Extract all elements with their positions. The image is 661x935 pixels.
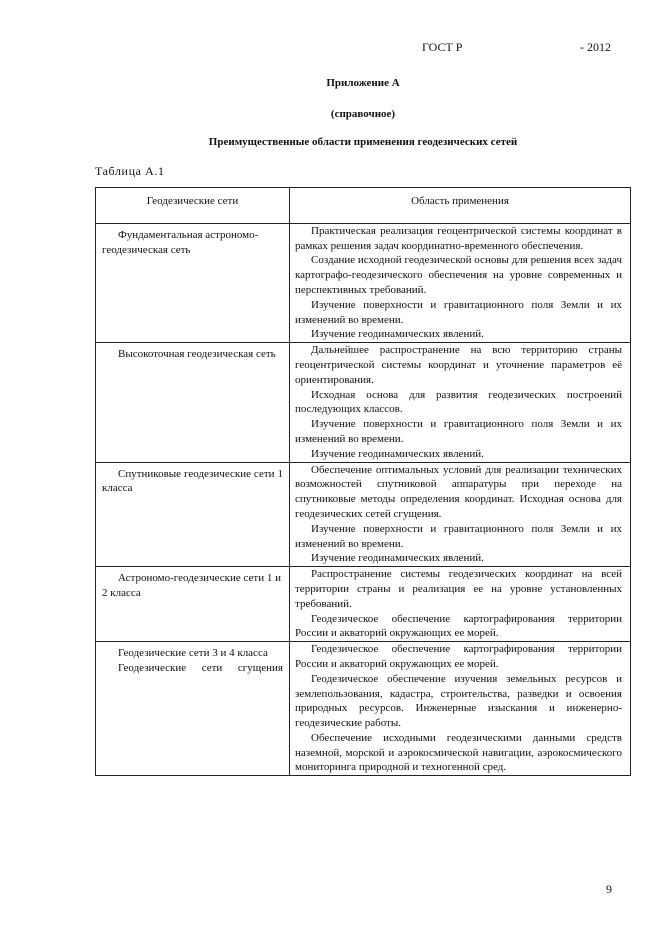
application-paragraph: Практическая реализация геоцентрической системы координат в рамках решения задач координатно-временного обеспечения.	[295, 224, 622, 252]
application-paragraph: Обеспечение исходными геодезическими данными средств наземной, морской и аэрокосмической навигации, аэрокосмического мониторинга природной и техногенной сред.	[295, 731, 622, 774]
application-paragraph: Исходная основа для развития геодезических построений последующих классов.	[295, 388, 622, 416]
network-cell	[96, 462, 290, 567]
application-paragraph: Изучение геодинамических явлений.	[311, 328, 484, 341]
application-paragraph: Дальнейшее распространение на всю территорию страны геоцентрической системы координат и уточнение параметров её ориентирования.	[295, 344, 622, 386]
application-cell	[290, 223, 631, 342]
application-paragraph: Геодезическое обеспечение изучения земельных ресурсов и землепользования, кадастра, строительства, разведки и освоения природных ресурсов. Инженерные изыскания и инженерно-геодезические работы.	[295, 672, 622, 730]
application-paragraph: Обеспечение оптимальных условий для реализации технических возможностей спутниковой аппаратуры при переходе на спутниковые методы определения координат. Исходная основа для геодезических сетей сгущения.	[295, 463, 622, 520]
appendix-subtitle: (справочное)	[330, 108, 396, 120]
application-cell	[290, 567, 631, 642]
table-header-row	[96, 188, 631, 224]
application-paragraph: Изучение поверхности и гравитационного поля Земли и их изменений во времени.	[295, 418, 622, 445]
application-paragraph: Изучение геодинамических явлений.	[311, 447, 484, 460]
doc-year: - 2012	[580, 40, 611, 54]
application-cell	[290, 462, 631, 567]
networks-table	[95, 187, 631, 776]
page-number: 9	[606, 882, 612, 896]
application-cell	[290, 642, 631, 776]
network-name: Фундаментальная астрономо-геодезическая сеть	[102, 228, 259, 256]
network-name: Спутниковые геодезические сети 1 класса	[102, 467, 283, 495]
application-paragraph: Создание исходной геодезической основы для решения всех задач картографо-геодезического обеспечения на уровне современных и перспективных требований.	[295, 254, 622, 296]
application-paragraph: Распространение системы геодезических координат на всей территории страны и реализация ее на уровне установленных требований.	[295, 568, 622, 610]
application-paragraph: Изучение геодинамических явлений.	[311, 552, 484, 565]
application-cell	[290, 343, 631, 462]
network-name: Астрономо-геодезические сети 1 и 2 класса	[102, 572, 281, 599]
network-cell	[96, 343, 290, 462]
table-caption: Таблица А.1	[95, 164, 165, 178]
appendix-title: Приложение А	[326, 77, 400, 89]
table-row	[96, 223, 631, 342]
appendix-heading: Преимущественные области применения геодезических сетей	[208, 136, 518, 148]
network-cell	[96, 567, 290, 642]
network-cell	[96, 223, 290, 342]
table-row	[96, 462, 631, 567]
application-paragraph: Геодезическое обеспечение картографирования территории России и акваторий окружающих ее морей.	[295, 612, 622, 640]
network-name: Геодезические сети 3 и 4 класса	[118, 647, 268, 660]
network-cell	[96, 642, 290, 776]
table-row	[96, 642, 631, 776]
application-paragraph: Изучение поверхности и гравитационного поля Земли и их изменений во времени.	[295, 522, 622, 550]
table-row	[96, 343, 631, 462]
application-paragraph: Изучение поверхности и гравитационного поля Земли и их изменений во времени.	[295, 298, 622, 326]
column-header-networks: Геодезические сети	[96, 188, 290, 224]
column-header-application: Область применения	[290, 188, 631, 224]
doc-code: ГОСТ Р	[422, 40, 463, 54]
network-name: Высокоточная геодезическая сеть	[118, 348, 276, 361]
application-paragraph: Геодезическое обеспечение картографирования территории России и акваторий окружающих ее морей.	[295, 643, 622, 670]
network-name: Геодезические сети сгущения	[118, 661, 283, 674]
table-row	[96, 567, 631, 642]
